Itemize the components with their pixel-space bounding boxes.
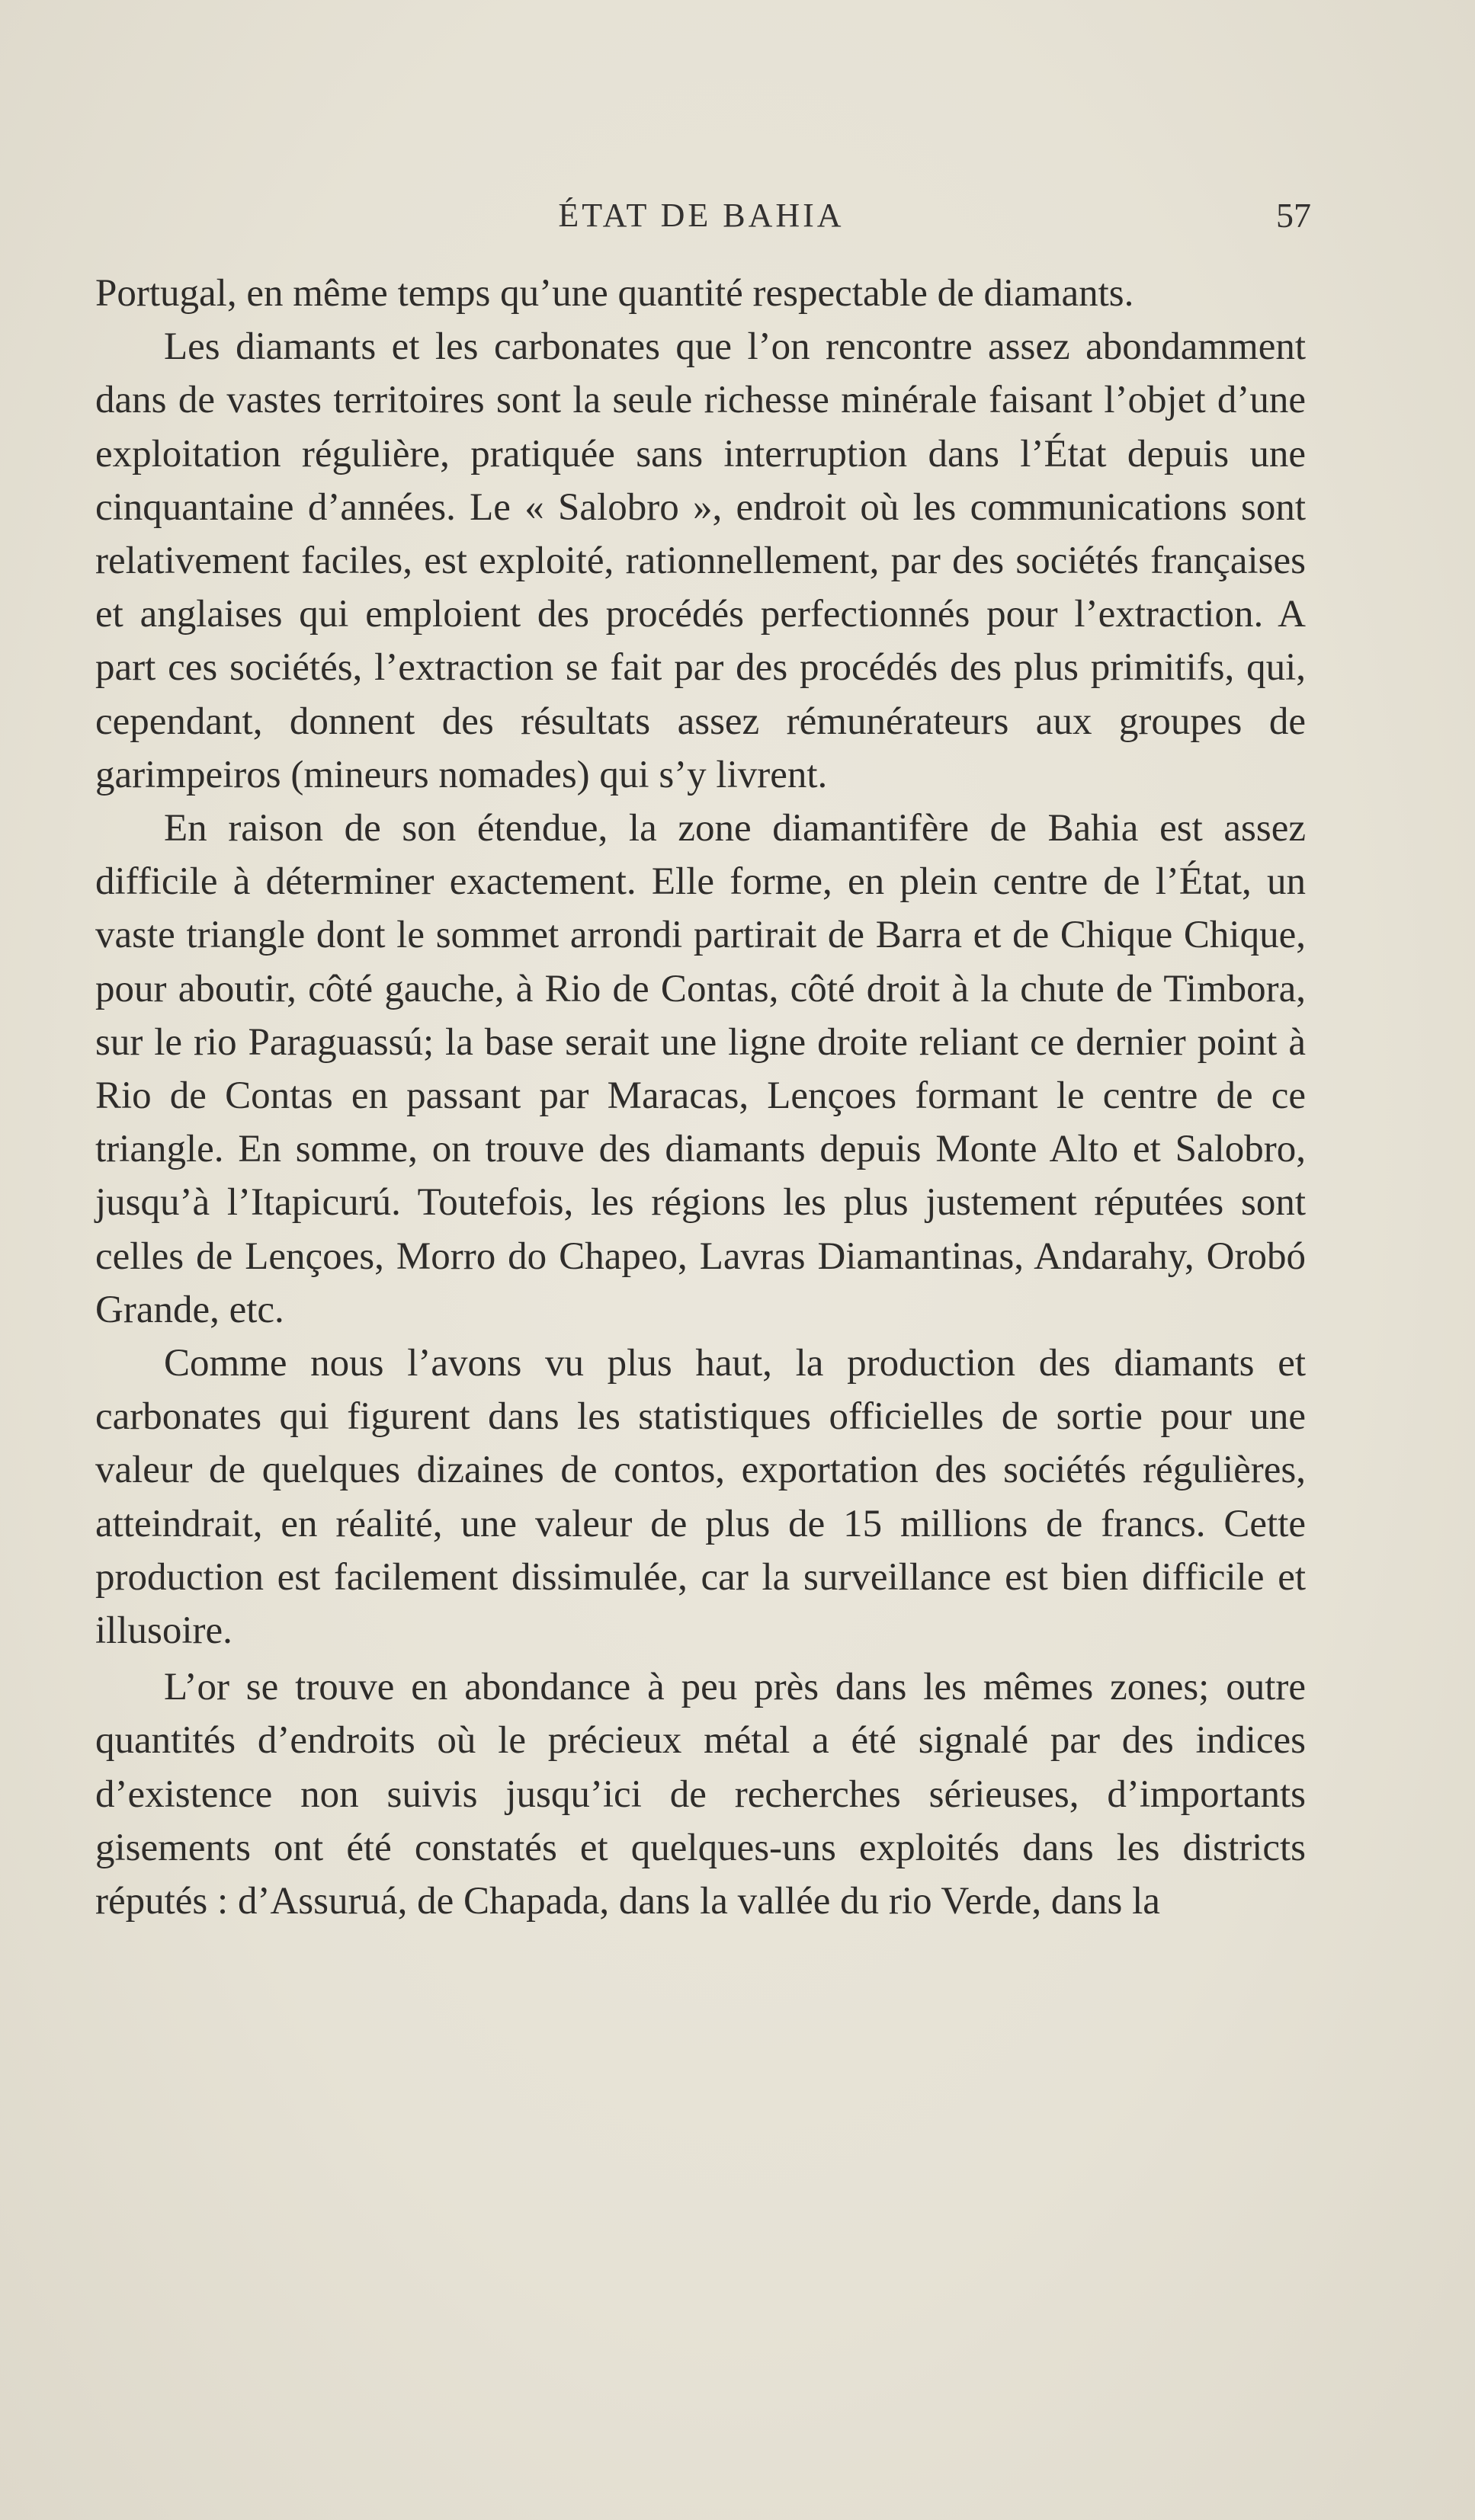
paragraph-5: L’or se trouve en abondance à peu près dans les mêmes zones; outre quantités d’endroits où le précieux métal a été signalé par des indices d’existence non suivis jusqu’ici de recherches sérieuses, d’importants gisements ont été constatés et quelques-uns exploités dans les districts réputés : d’Assuruá, de Chapada, dans la vallée du rio Verde, dans la xyxy=(95,1666,1306,1923)
paragraph-4: Comme nous l’avons vu plus haut, la production des diamants et carbonates qui figurent dans les statistiques officielles de sortie pour une valeur de quelques dizaines de contos, exportation des sociétés régulières, atteindrait, en réalité, une valeur de plus de 15 millions de francs. Cette production est facilement dissimulée, car la surveillance est bien difficile et illusoire. xyxy=(95,1342,1306,1653)
running-head xyxy=(91,189,1311,242)
paragraph-2: Les diamants et les carbonates que l’on rencontre assez abondamment dans de vastes territoires sont la seule richesse minérale faisant l’objet d’une exploitation régulière, pratiquée sans interruption dans l’État depuis une cinquantaine d’années. Le « Salobro », endroit où les communications sont relativement faciles, est exploité, rationnellement, par des sociétés françaises et anglaises qui emploient des procédés perfectionnés pour l’extraction. A part ces sociétés, l’extraction se fait par des procédés des plus primitifs, qui, cependant, donnent des résultats assez rémunérateurs aux groupes de garimpeiros (mineurs nomades) qui s’y livrent. xyxy=(95,325,1306,796)
paragraph-1: Portugal, en même temps qu’une quantité respectable de diamants. xyxy=(95,272,1134,315)
running-title: ÉTAT DE BAHIA xyxy=(558,197,845,234)
body-text xyxy=(95,267,1306,1928)
page-number: 57 xyxy=(1276,196,1311,235)
paragraph-3: En raison de son étendue, la zone diamantifère de Bahia est assez difficile à déterminer exactement. Elle forme, en plein centre de l’État, un vaste triangle dont le sommet arrondi partirait de Barra et de Chique Chique, pour aboutir, côté gauche, à Rio de Contas, côté droit à la chute de Timbora, sur le rio Paraguassú; la base serait une ligne droite reliant ce dernier point à Rio de Contas en passant par Maracas, Lençoes formant le centre de ce triangle. En somme, on trouve des diamants depuis Monte Alto et Salobro, jusqu’à l’Itapicurú. Toutefois, les régions les plus justement réputées sont celles de Lençoes, Morro do Chapeo, Lavras Diamantinas, Andarahy, Orobó Grande, etc. xyxy=(95,807,1306,1331)
